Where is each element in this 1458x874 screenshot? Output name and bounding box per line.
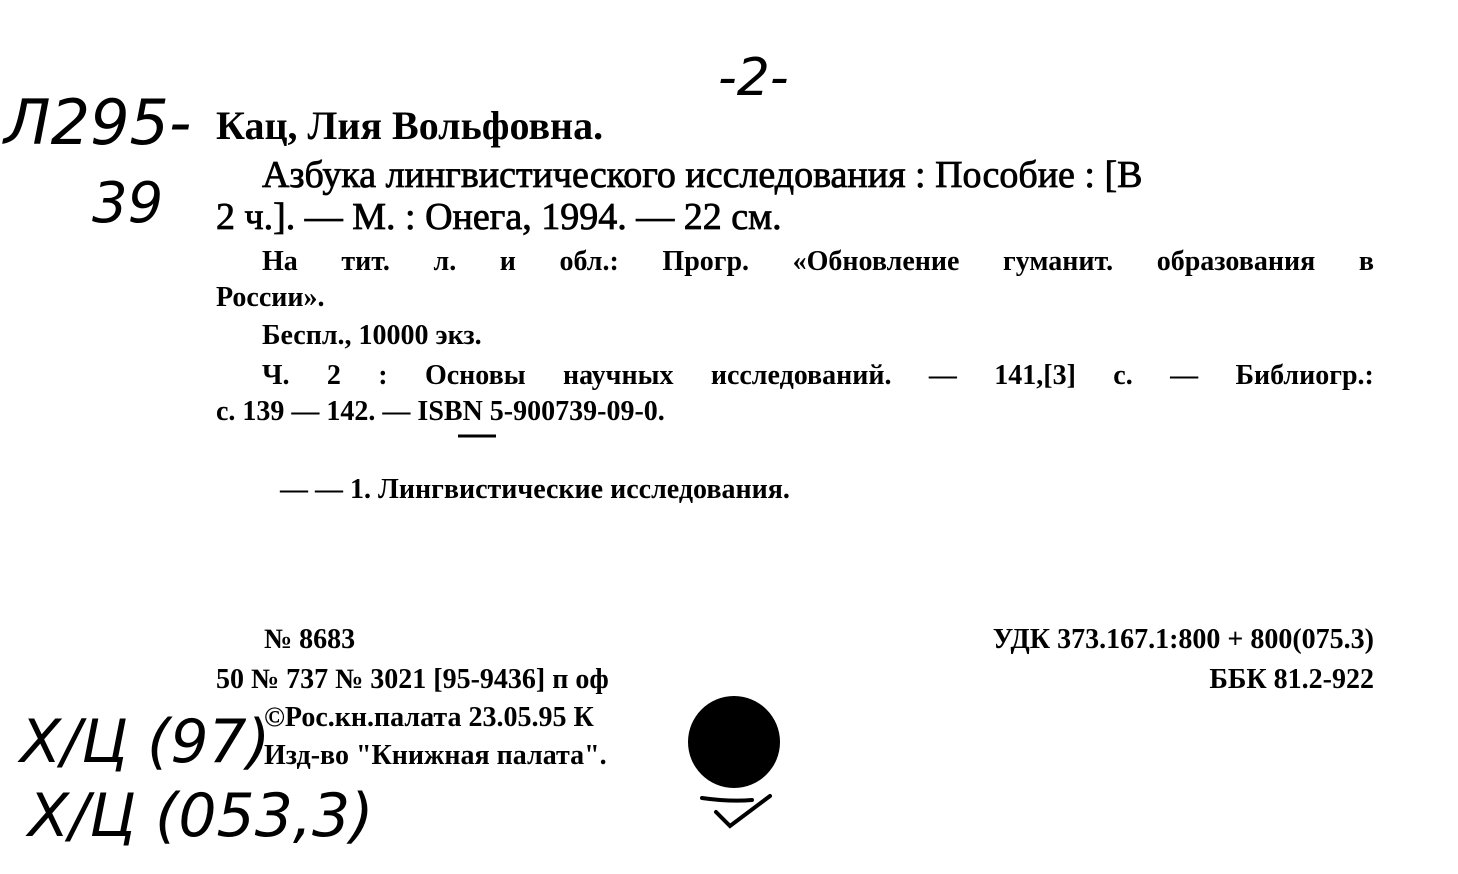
title-note-word: Прогр. xyxy=(662,246,750,277)
record-line: 50 № 737 № 3021 [95-9436] п оф xyxy=(216,664,609,695)
price-and-print-run: Беспл., 10000 экз. xyxy=(262,320,482,351)
udk-index: УДК 373.167.1:800 + 800(075.3) xyxy=(992,624,1374,655)
part-word: — xyxy=(1170,360,1199,391)
title-line-1: Азбука лингвистического исследования : Пособие : [В xyxy=(262,154,1143,196)
copyright-line: ©Рос.кн.палата 23.05.95 К xyxy=(264,702,594,733)
part-word: исследований. xyxy=(710,360,892,391)
title-note-word: На xyxy=(262,246,298,277)
title-note-word: обл.: xyxy=(559,246,619,277)
part-word: с. xyxy=(1113,360,1133,391)
title-note-word: в xyxy=(1358,246,1374,277)
title-note-word: «Обновление xyxy=(792,246,960,277)
bbk-index: ББК 81.2-922 xyxy=(1209,664,1374,695)
title-line-2: 2 ч.]. — М. : Онега, 1994. — 22 см. xyxy=(216,196,782,238)
part-word: Ч. xyxy=(262,360,290,391)
part-word: 2 xyxy=(326,360,341,391)
part-word: — xyxy=(928,360,957,391)
part-word: научных xyxy=(562,360,674,391)
title-note-word: и xyxy=(499,246,516,277)
publisher-line: Изд-во "Книжная палата". xyxy=(264,740,607,771)
part-line-2: с. 139 — 142. — ISBN 5-900739-09-0. xyxy=(216,396,665,427)
title-note-word: гуманит. xyxy=(1003,246,1114,277)
part-word: 141,[3] xyxy=(994,360,1076,391)
part-word: Основы xyxy=(424,360,526,391)
title-note-word: образования xyxy=(1156,246,1316,277)
checkmark-stroke xyxy=(702,796,770,826)
handwritten-page-number: -2- xyxy=(718,48,789,108)
author-heading: Кац, Лия Вольфовна. xyxy=(216,103,604,148)
title-note-word: л. xyxy=(433,246,457,277)
handwritten-class-line-1: Х/Ц (97) xyxy=(20,707,271,777)
title-note-word: тит. xyxy=(341,246,390,277)
card-number: № 8683 xyxy=(264,624,356,655)
title-note-line-2: России». xyxy=(216,282,325,313)
handwritten-class-line-2: Х/Ц (053,3) xyxy=(28,781,374,851)
handwritten-shelf-mark-bottom: 39 xyxy=(92,171,164,236)
part-word: : xyxy=(378,360,388,391)
part-word: Библиогр.: xyxy=(1235,360,1374,391)
subject-heading: — — 1. Лингвистические исследования. xyxy=(280,474,790,505)
handwritten-shelf-mark-top: Л295- xyxy=(4,86,192,159)
